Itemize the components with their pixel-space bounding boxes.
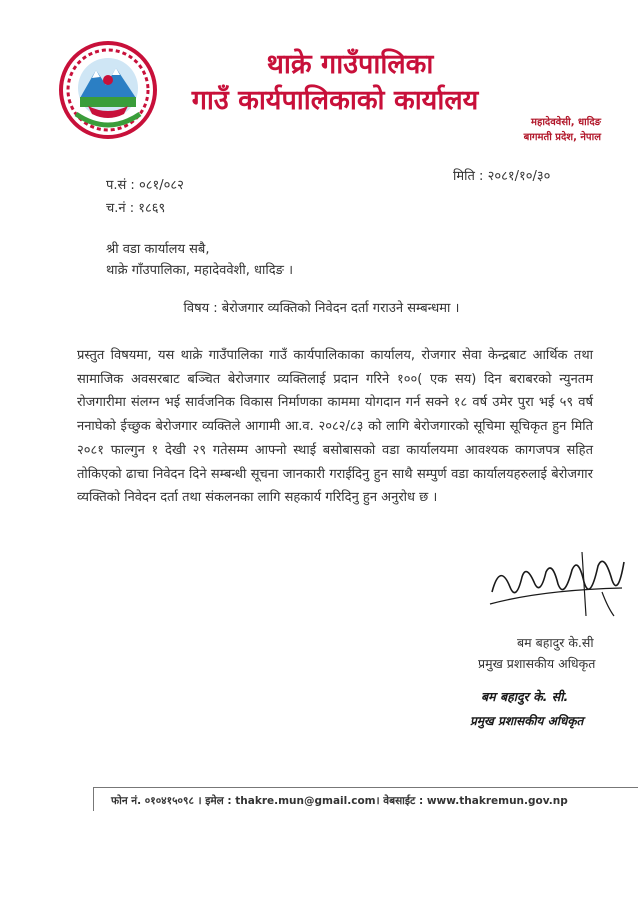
chalani-number: च.नं : १८६९ [106, 201, 166, 216]
municipality-name: थाक्रे गाउँपालिका [266, 49, 434, 80]
stamp-name: बम बहादुर के. सी. [481, 689, 569, 704]
recipient-line-1: श्री वडा कार्यालय सबै, [106, 242, 210, 257]
stamp-designation: प्रमुख प्रशासकीय अधिकृत [470, 714, 584, 728]
letter-date: मिति : २०८१/१०/३० [453, 169, 551, 184]
footer-divider [93, 787, 638, 788]
address-line-1: महादेववेसी, धादिङ [531, 117, 601, 128]
letter-body: प्रस्तुत विषयमा, यस थाक्रे गाउँपालिका गाउँ कार्यपालिकाका कार्यालय, रोजगार सेवा केन्द्रबाट आर्थिक तथा सामाजिक अवसरबाट बञ्चित बेरोजगार व्यक्तिलाई प्रदान गरिने १००( एक सय) दिन बराबरको न्युनतम रोजगारीमा संलग्न भई सार्वजनिक विकास निर्माणका काममा योगदान गर्न सक्ने १८ वर्ष उमेर पुरा भई ५९ वर्ष ननाघेको ईच्छुक बेरोजगार व्यक्तिले आगामी आ.व. २०८२/८३ को लागि बेरोजगारको सूचिमा सूचिकृत हुन मिति २०८१ फाल्गुन १ देखी २९ गतेसम्म आफ्नो स्थाई बसोबासको वडा कार्यालयमा आवश्यक कागजपत्र सहित तोकिएको ढाचा निवेदन दिने सम्बन्धी सूचना जानकारी गराईदिनु हुन साथै सम्पुर्ण वडा कार्यालयहरुलाई बेरोजगार व्यक्तिको निवेदन दर्ता तथा संकलनका लागि सहकार्य गरिदिनु हुन अनुरोध छ । [77, 348, 593, 506]
address-line-2: बागमती प्रदेश, नेपाल [523, 132, 601, 143]
patra-sankhya: प.सं : ०८१/०८२ [106, 178, 184, 193]
handwritten-signature-icon [482, 542, 632, 622]
signatory-name: बम बहादुर के.सी [517, 635, 594, 650]
letter-subject: विषय : बेरोजगार व्यक्तिको निवेदन दर्ता गराउने सम्बन्धमा । [183, 301, 460, 316]
signatory-designation: प्रमुख प्रशासकीय अधिकृत [478, 656, 596, 671]
office-name: गाउँ कार्यपालिकाको कार्यालय [191, 85, 479, 116]
recipient-line-2: थाक्रे गाँउपालिका, महादेववेशी, धादिङ । [106, 263, 293, 278]
footer-divider-vertical [93, 787, 94, 811]
municipality-emblem-icon [58, 40, 158, 140]
footer-contact: फोन नं. ०१०४१५०९८ । इमेल : thakre.mun@gmail.com। वेबसाईट : www.thakremun.gov.np [111, 795, 568, 807]
